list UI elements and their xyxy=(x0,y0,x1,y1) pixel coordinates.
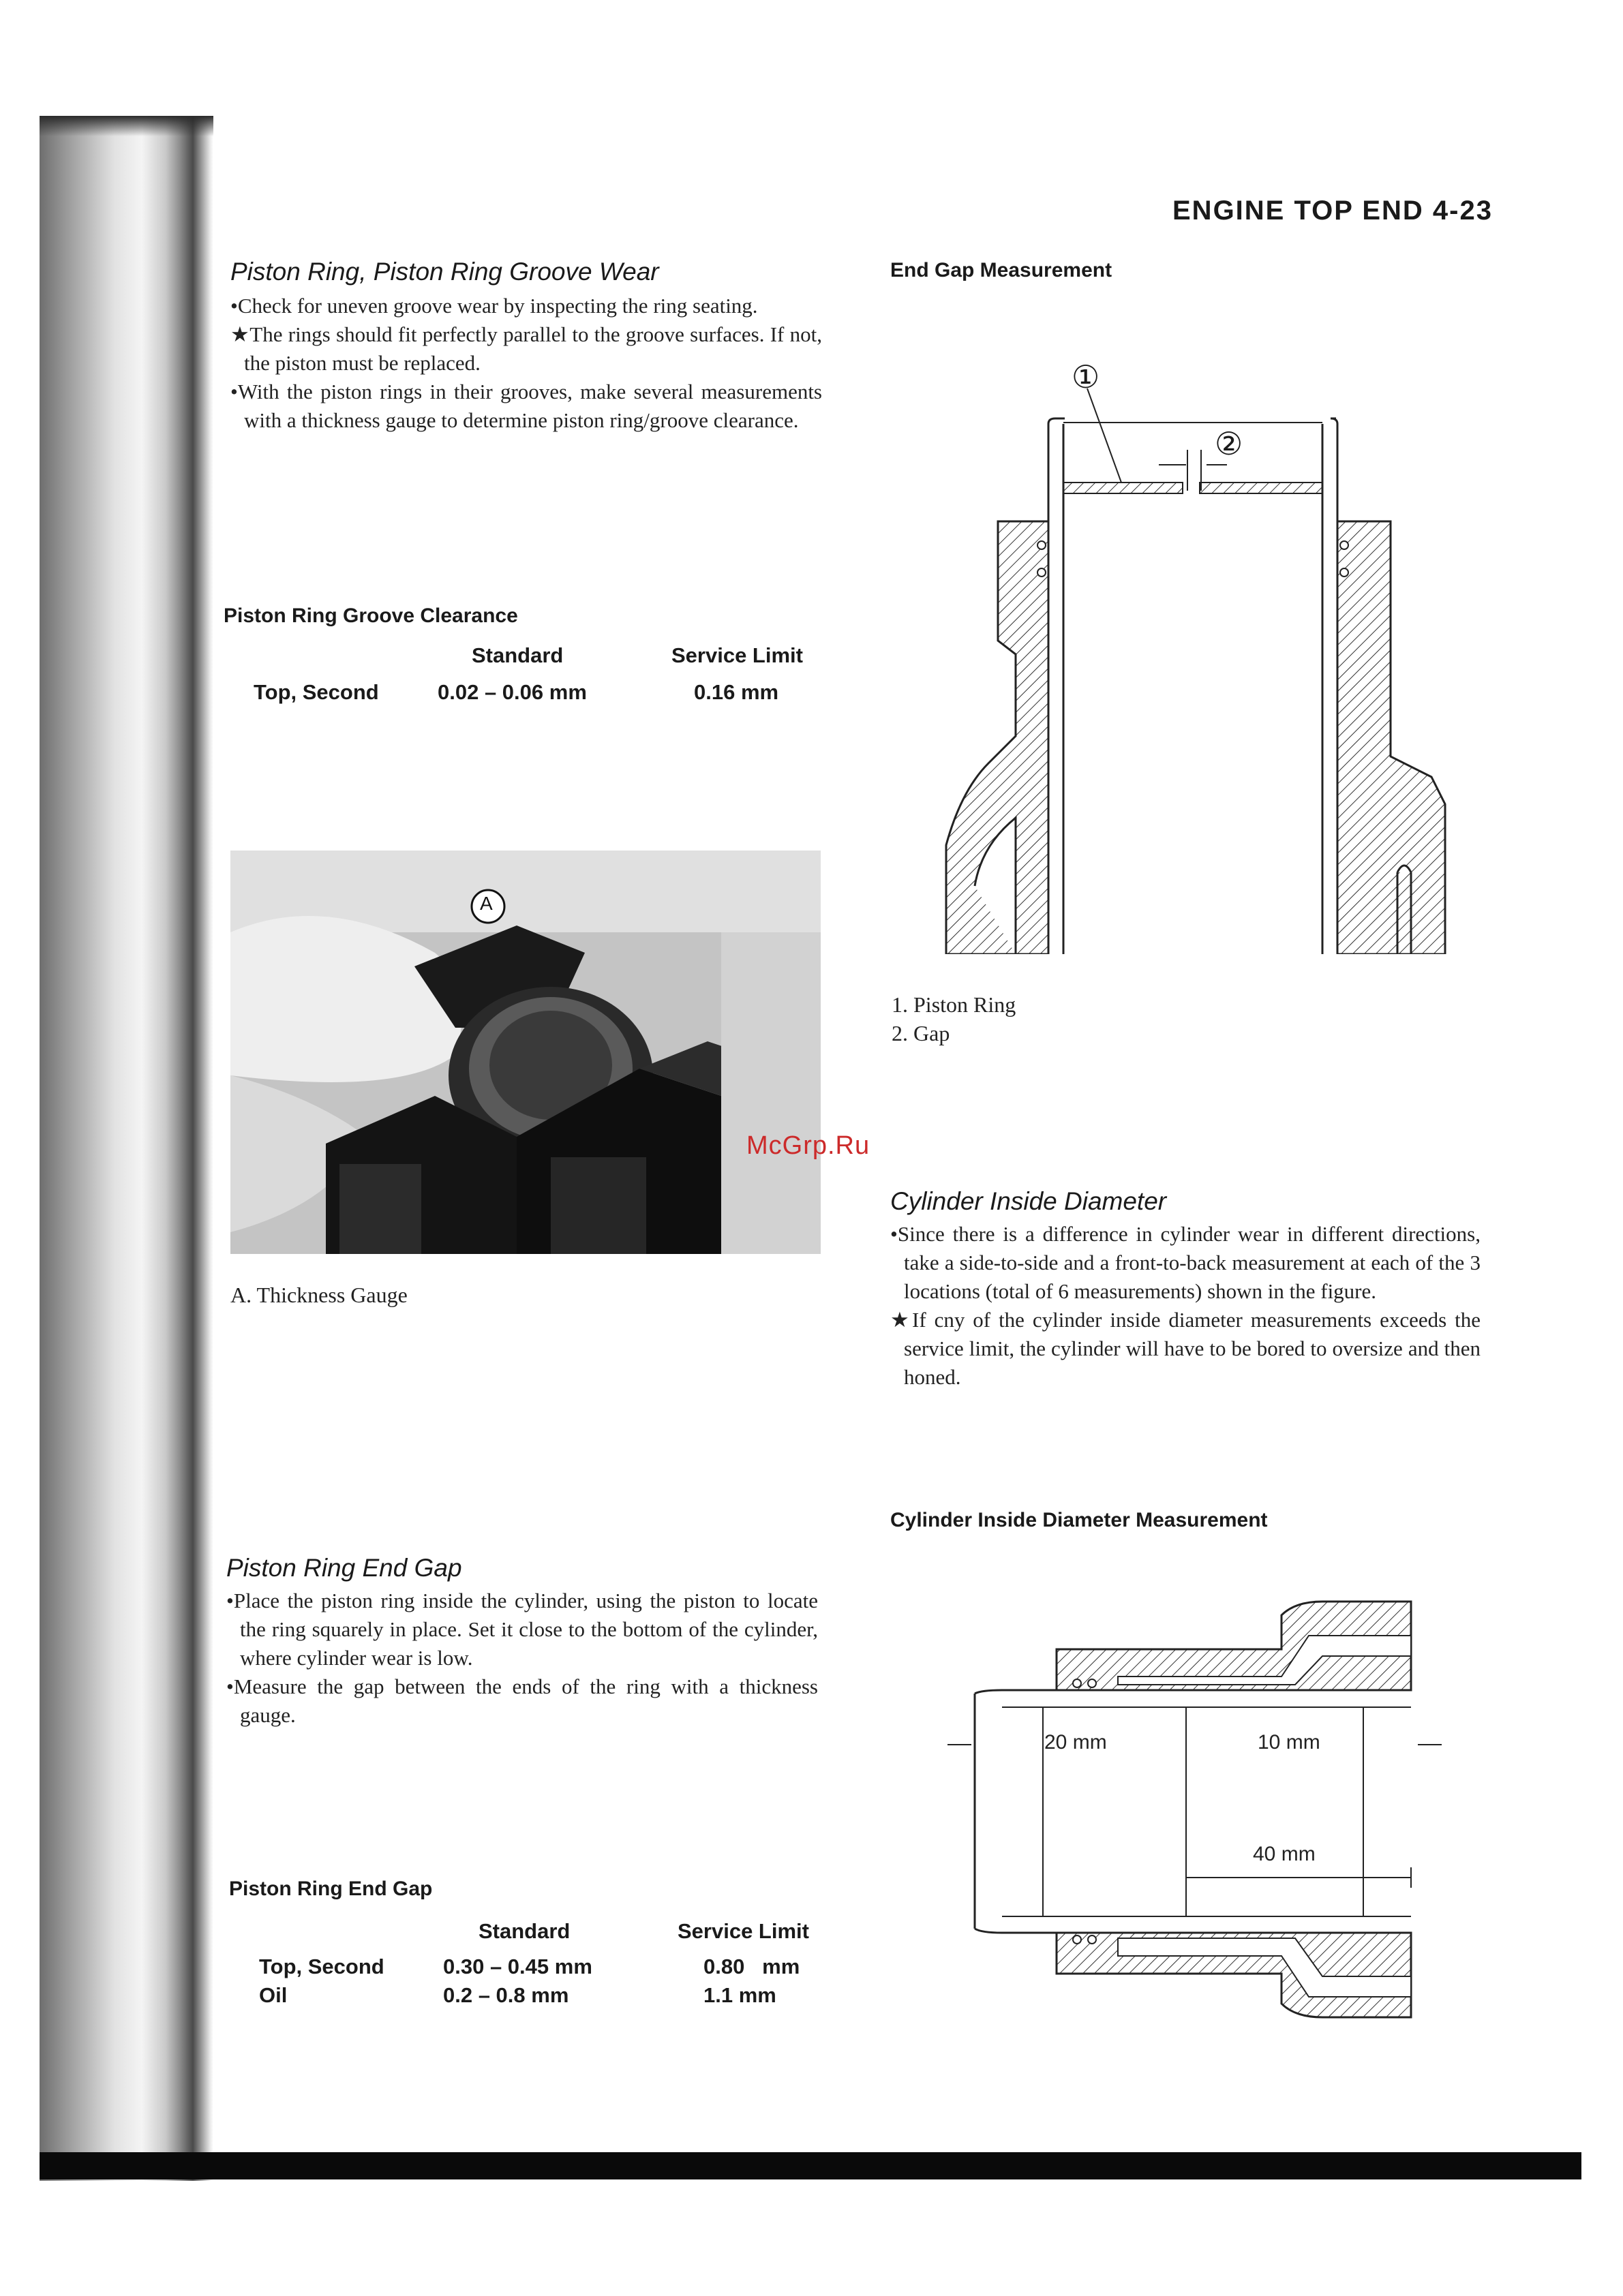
column-header-service-limit: Service Limit xyxy=(671,643,803,667)
section-body-cylinder-inside-diameter xyxy=(890,1220,1481,1392)
legend-item: 1. Piston Ring xyxy=(892,992,1016,1017)
dimension-label-20mm: 20 mm xyxy=(1044,1731,1107,1754)
diagram-marker-1: ① xyxy=(1072,360,1100,395)
table-title-groove-clearance: Piston Ring Groove Clearance xyxy=(224,604,518,627)
legend-item: 2. Gap xyxy=(892,1021,950,1045)
book-spine-shadow xyxy=(40,116,213,2181)
diagram-marker-2: ② xyxy=(1215,427,1243,461)
photo-caption: A. Thickness Gauge xyxy=(230,1283,408,1307)
column-header-service-limit: Service Limit xyxy=(678,1919,809,1943)
row-label: Oil xyxy=(259,1983,288,2007)
row-standard-value: 0.30 – 0.45 mm xyxy=(443,1955,592,1978)
section-body-ring-groove-wear xyxy=(230,292,822,435)
paragraph: •Place the piston ring inside the cylinder, using the piston to locate the ring squarely in place. Set it close to the bottom of the cylinder, where cylinder wear is low. xyxy=(226,1589,818,1670)
row-label: Top, Second xyxy=(259,1955,384,1978)
column-header-standard: Standard xyxy=(479,1919,571,1943)
end-gap-diagram xyxy=(934,354,1479,954)
row-limit-value: 0.16 mm xyxy=(694,680,779,704)
page-header: ENGINE TOP END 4-23 xyxy=(1172,196,1493,226)
paragraph: ★The rings should fit perfectly parallel to the groove surfaces. If not, the piston must be replaced. xyxy=(230,322,822,375)
section-body-ring-end-gap xyxy=(226,1587,818,1730)
photo-illustration xyxy=(230,851,821,1254)
dimension-label-40mm: 40 mm xyxy=(1253,1843,1316,1865)
paragraph: •With the piston rings in their grooves, make several measurements with a thickness gauge to determine piston ring/groove clearance. xyxy=(230,380,822,432)
section-title-ring-groove-wear: Piston Ring, Piston Ring Groove Wear xyxy=(230,258,659,286)
row-standard-value: 0.2 – 0.8 mm xyxy=(443,1983,569,2007)
paragraph: •Check for uneven groove wear by inspecting the ring seating. xyxy=(230,294,758,318)
row-limit-value: 0.80 mm xyxy=(703,1955,800,1978)
row-limit-value: 1.1 mm xyxy=(703,1983,776,2007)
section-title-cylinder-inside-diameter: Cylinder Inside Diameter xyxy=(890,1187,1167,1215)
cylinder-diameter-diagram xyxy=(941,1595,1445,2031)
paragraph: •Since there is a difference in cylinder wear in different directions, take a side-to-side and a front-to-back measurement at each of the 3 locations (total of 6 measurements) shown in the figure. xyxy=(890,1222,1481,1303)
watermark: McGrp.Ru xyxy=(746,1131,870,1160)
dimension-label-10mm: 10 mm xyxy=(1258,1731,1320,1754)
bottom-black-bar xyxy=(40,2152,1581,2179)
figure-title-end-gap-measurement: End Gap Measurement xyxy=(890,259,1112,281)
section-title-ring-end-gap: Piston Ring End Gap xyxy=(226,1554,462,1582)
figure-title-cylinder-diameter-measurement: Cylinder Inside Diameter Measurement xyxy=(890,1509,1268,1531)
spine-top-edge xyxy=(40,116,213,136)
paragraph: ★If cny of the cylinder inside diameter measurements exceeds the service limit, the cylinder will have to be bored to oversize and then honed. xyxy=(890,1308,1481,1389)
table-title-end-gap: Piston Ring End Gap xyxy=(229,1878,433,1900)
row-standard-value: 0.02 – 0.06 mm xyxy=(438,680,587,704)
column-header-standard: Standard xyxy=(472,643,564,667)
paragraph: •Measure the gap between the ends of the ring with a thickness gauge. xyxy=(226,1674,818,1727)
photo-marker-a: A xyxy=(480,893,493,914)
thickness-gauge-photo xyxy=(230,851,821,1254)
row-label: Top, Second xyxy=(254,680,379,704)
